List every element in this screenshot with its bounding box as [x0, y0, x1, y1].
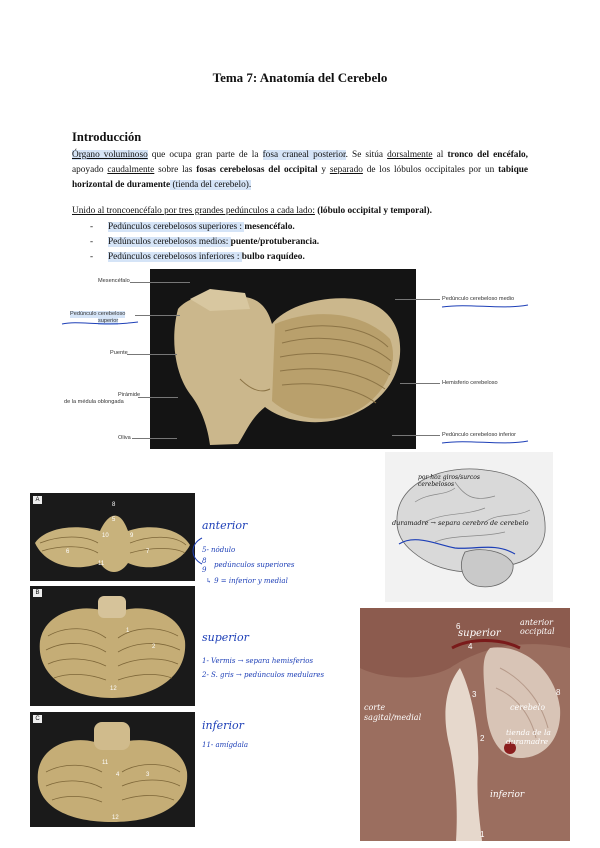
- panel-badge: B: [33, 589, 42, 597]
- list-item: [90, 222, 295, 232]
- text-span: sobre las: [154, 165, 197, 175]
- underline-scribble: [60, 318, 140, 328]
- label-superior-peduncle: Pedúnculo cerebeloso: [70, 311, 126, 317]
- text-span: de los lóbulos occipitales por un: [362, 165, 499, 175]
- label-olive: Oliva: [118, 435, 131, 441]
- anatomy-number: 9: [130, 533, 134, 539]
- note-sagittal: corte sagital/medial: [364, 703, 422, 722]
- cerebellum-inferior-drawing: [30, 712, 195, 827]
- list-item: [90, 237, 319, 247]
- label-hemisphere: Hemisferio cerebeloso: [442, 380, 498, 386]
- brainstem-cerebellum-photo: [150, 269, 416, 449]
- anatomy-number: 12: [112, 815, 119, 821]
- anatomy-number: 11: [102, 760, 109, 766]
- anatomy-number: 8: [556, 688, 561, 697]
- section-heading: Introducción: [72, 130, 142, 144]
- note-line: 5- nódulo: [202, 546, 236, 554]
- note-superior: superior: [458, 628, 501, 639]
- anatomy-number: 3: [146, 772, 150, 778]
- text-span: (tienda del cerebelo).: [170, 180, 252, 190]
- note-inferior: inferior: [490, 790, 525, 800]
- text-span: Órgano voluminoso: [72, 150, 148, 160]
- text-span: Pedúnculos cerebelosos inferiores :: [108, 252, 242, 262]
- note-line: ↳ 9 = inferior y medial: [206, 577, 288, 585]
- underline-scribble: [440, 437, 530, 447]
- cerebellum-panel-b: [30, 586, 195, 706]
- sagittal-illustration: [360, 608, 570, 841]
- text-span: . Se sitúa: [345, 150, 388, 160]
- text-span: mesencéfalo.: [244, 222, 295, 232]
- note-line: 2- S. gris → pedúnculos medulares: [202, 671, 325, 679]
- text-span: tronco del encéfalo,: [447, 150, 529, 160]
- anatomy-number: 6: [66, 549, 70, 555]
- text-span: que ocupa gran parte de la: [147, 150, 263, 160]
- note-line: 1- Vermis → separa hemisferios: [202, 657, 314, 665]
- label-mesencephalon: Mesencéfalo: [98, 278, 130, 284]
- anatomy-number: 7: [146, 549, 150, 555]
- page-title: Tema 7: Anatomía del Cerebelo: [212, 70, 388, 85]
- text-span: fosas cerebelosas del occipital: [196, 165, 318, 175]
- anatomy-number: 2: [480, 734, 485, 743]
- note-brain-bottom: duramadre → separa cerebro de cerebelo: [392, 519, 529, 527]
- anatomy-number: 1: [480, 830, 485, 839]
- text-span: dorsalmente: [387, 150, 433, 160]
- text-span: fosa craneal posterior: [262, 150, 346, 160]
- bullet-dash: -: [90, 237, 94, 247]
- note-inferior: inferior: [202, 719, 244, 732]
- text-span: caudalmente: [107, 165, 155, 175]
- bracket-stroke: [180, 536, 207, 566]
- note-cerebellum: cerebelo: [510, 703, 546, 712]
- anatomy-number: 8: [112, 502, 116, 508]
- anatomy-number: 12: [110, 686, 117, 692]
- text-span: Pedúnculos cerebelosos superiores :: [108, 222, 245, 232]
- label-medulla: de la médula oblongada: [64, 399, 124, 405]
- anatomy-number: 2: [152, 644, 156, 650]
- bullet-dash: -: [90, 222, 94, 232]
- note-line: pedúnculos superiores: [214, 561, 295, 569]
- text-span: (lóbulo occipital y temporal).: [314, 206, 432, 216]
- anatomy-number: 6: [456, 622, 461, 631]
- text-span: y: [317, 165, 330, 175]
- label-inferior-peduncle: Pedúnculo cerebeloso inferior: [442, 432, 517, 438]
- text-span: apoyado: [72, 165, 108, 175]
- label-middle-peduncle: Pedúnculo cerebeloso medio: [442, 296, 515, 302]
- intro-paragraph: [72, 148, 528, 193]
- anatomy-number: 4: [468, 642, 473, 651]
- text-span: bulbo raquídeo.: [241, 252, 305, 262]
- anatomy-number: 5: [112, 517, 116, 523]
- bullet-dash: -: [90, 252, 94, 262]
- note-anterior-occipital: anterior occipital: [520, 618, 555, 636]
- text-span: Pedúnculos cerebelosos medios:: [108, 237, 231, 247]
- note-anterior: anterior: [202, 519, 248, 532]
- cerebellum-panel-c: [30, 712, 195, 827]
- label-superior-peduncle-2: superior: [98, 318, 119, 324]
- underline-scribble: [440, 301, 530, 311]
- anatomy-number: 1: [126, 628, 130, 634]
- panel-badge: A: [33, 496, 42, 504]
- panel-badge: C: [33, 715, 42, 723]
- text-span: separado: [329, 165, 363, 175]
- label-pyramid: Pirámide: [118, 392, 141, 398]
- cerebellum-panel-a: [30, 493, 195, 581]
- anatomy-number: 4: [116, 772, 120, 778]
- peduncle-intro: [72, 206, 432, 216]
- note-brain-top: por hoz giros/surcos cerebelosos: [418, 474, 480, 488]
- sagittal-section-photo: [360, 608, 570, 841]
- note-line: 8: [202, 557, 207, 565]
- note-line: 11- amígdala: [202, 741, 249, 749]
- anatomy-number: 11: [98, 561, 105, 567]
- note-line: 9: [202, 566, 207, 574]
- text-span: al: [432, 150, 448, 160]
- specimen-drawing: [150, 269, 416, 449]
- text-span: puente/protuberancia.: [230, 237, 320, 247]
- label-pons: Puente: [110, 350, 128, 356]
- text-span: Unido al troncoencéfalo por tres grandes pedúnculos a cada lado:: [72, 206, 315, 216]
- list-item: [90, 252, 305, 262]
- note-tentorium: tienda de la duramadre: [506, 728, 551, 746]
- anatomy-number: 3: [472, 690, 477, 699]
- anatomy-number: 10: [102, 533, 109, 539]
- note-superior: superior: [202, 631, 249, 644]
- text-span: tabique horizontal de duramente: [72, 165, 529, 190]
